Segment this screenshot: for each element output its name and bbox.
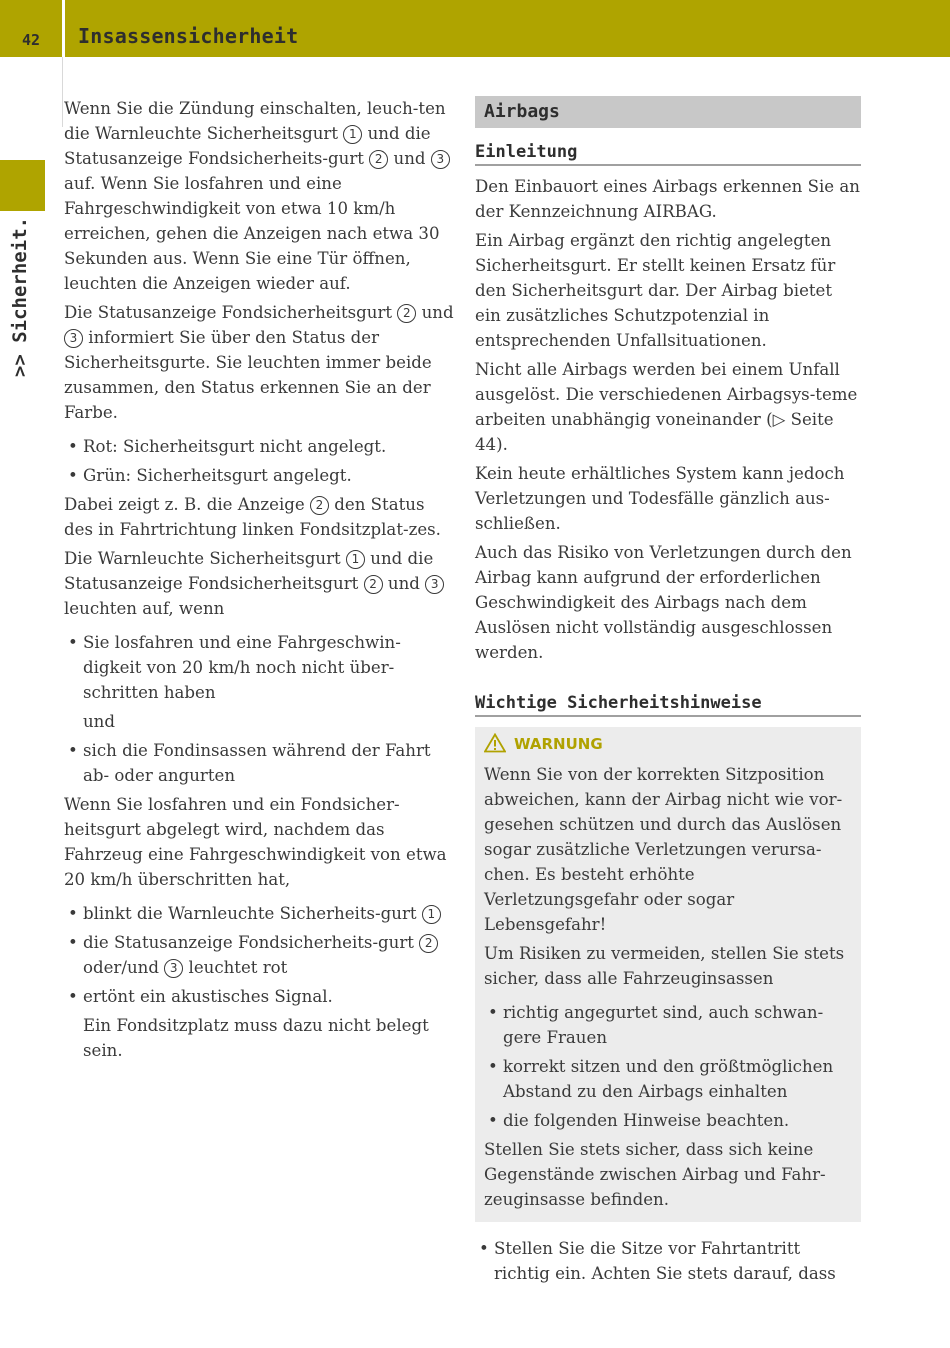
list-item (64, 738, 456, 788)
marker-1-icon: 1 (343, 125, 362, 144)
list-item (64, 463, 456, 488)
text: Wenn Sie die Zündung einschalten, leuch-ten die Warnleuchte Sicherheitsgurt (64, 99, 446, 143)
bullet-icon: • (488, 1111, 498, 1130)
section-title: Airbags (475, 96, 861, 128)
list-note: Ein Fondsitzplatz muss dazu nicht belegt sein. (83, 1016, 429, 1060)
list-item-text: oder/und (83, 958, 159, 977)
bullet-icon: • (68, 741, 78, 760)
list-item-text: korrekt sitzen und den größtmöglichen Abstand zu den Airbags einhalten (503, 1057, 834, 1101)
marker-3-icon: 3 (425, 575, 444, 594)
bullet-icon: • (68, 466, 78, 485)
list-item (64, 901, 456, 926)
paragraph: Den Einbauort eines Airbags erkennen Sie an der Kennzeichnung AIRBAG. (475, 177, 860, 221)
list-item-text: leuchtet rot (188, 958, 288, 977)
paragraph (64, 546, 456, 621)
text: auf. Wenn Sie losfahren und eine Fahrgeschwindigkeit von etwa 10 km/h erreichen, gehen die Anzeigen nach etwa 30 Sekunden aus. Wenn Sie eine Tür öffnen, leuchten die Anzeigen wieder auf. (64, 174, 440, 293)
list-item-text: sich die Fondinsassen während der Fahrt ab- oder angurten (83, 741, 431, 785)
warning-box (475, 727, 861, 1222)
subheading-sicherheitshinweise: Wichtige Sicherheitshinweise (475, 691, 861, 717)
warning-header (484, 732, 852, 756)
paragraph (64, 96, 456, 296)
text: und (387, 574, 420, 593)
marker-1-icon: 1 (422, 905, 441, 924)
list-item-text: die folgenden Hinweise beachten. (503, 1111, 790, 1130)
text: Die Warnleuchte Sicherheitsgurt (64, 549, 341, 568)
text: und (393, 149, 426, 168)
paragraph: Ein Airbag ergänzt den richtig angelegten Sicherheitsgurt. Er stellt keinen Ersatz für den Sicherheitsgurt dar. Der Airbag bietet ein zusätzliches Schutzpotenzial in entsprechenden Unfallsituationen. (475, 231, 836, 350)
subheading-einleitung: Einleitung (475, 140, 861, 166)
page-number: 42 (21, 31, 41, 49)
text: und die Statusanzeige Fondsicherheits-gurt (64, 124, 431, 168)
text: Die Statusanzeige Fondsicherheitsgurt (64, 303, 393, 322)
list-item-text: Rot: Sicherheitsgurt nicht angelegt. (83, 437, 387, 456)
list-continuation: und (83, 712, 115, 731)
bullet-icon: • (488, 1057, 498, 1076)
warning-triangle-icon (484, 733, 506, 753)
marker-2-icon: 2 (310, 496, 329, 515)
warning-paragraph: Um Risiken zu vermeiden, stellen Sie stets sicher, dass alle Fahrzeuginsassen (484, 944, 845, 988)
list-item (64, 984, 456, 1009)
warning-paragraph: Wenn Sie von der korrekten Sitzposition abweichen, kann der Airbag nicht wie vor-gesehen schützen und durch das Auslösen sogar zusätzliche Verletzungen verursa-chen. Es besteht erhöhte Verletzungsgefahr oder sogar Lebensgefahr! (484, 765, 843, 934)
right-column (475, 96, 861, 1290)
left-rule (62, 57, 63, 127)
list-item-text: Grün: Sicherheitsgurt angelegt. (83, 466, 352, 485)
list-item-text: richtig angegurtet sind, auch schwan-gere Frauen (503, 1003, 824, 1047)
chapter-title: Insassensicherheit (78, 24, 299, 48)
paragraph (64, 300, 456, 425)
list-item-text: blinkt die Warnleuchte Sicherheits-gurt (83, 904, 417, 923)
bullet-icon: • (68, 633, 78, 652)
warning-paragraph: Stellen Sie stets sicher, dass sich keine Gegenstände zwischen Airbag und Fahr-zeuginsasse befinden. (484, 1140, 826, 1209)
paragraph: Auch das Risiko von Verletzungen durch den Airbag kann aufgrund der erforderlichen Geschwindigkeit des Airbags nach dem Auslösen nicht vollständig ausgeschlossen werden. (475, 543, 852, 662)
paragraph: Nicht alle Airbags werden bei einem Unfall ausgelöst. Die verschiedenen Airbagsys-teme arbeiten unabhängig voneinander (▷ Seite 44). (475, 360, 858, 454)
list-item (484, 1000, 852, 1050)
bullet-icon: • (479, 1239, 489, 1258)
list-item (484, 1054, 852, 1104)
text: informiert Sie über den Status der Sicherheitsgurte. Sie leuchten immer beide zusammen, den Status erkennen Sie an der Farbe. (64, 328, 432, 422)
marker-3-icon: 3 (164, 959, 183, 978)
text: und (421, 303, 454, 322)
paragraph: Wenn Sie losfahren und ein Fondsicher-heitsgurt abgelegt wird, nachdem das Fahrzeug eine Fahrgeschwindigkeit von etwa 20 km/h überschritten hat, (64, 795, 447, 889)
paragraph (64, 492, 456, 542)
bullet-icon: • (68, 933, 78, 952)
bullet-icon: • (68, 987, 78, 1006)
marker-2-icon: 2 (419, 934, 438, 953)
paragraph: Kein heute erhältliches System kann jedoch Verletzungen und Todesfälle gänzlich aus-schließen. (475, 464, 845, 533)
marker-2-icon: 2 (397, 304, 416, 323)
marker-3-icon: 3 (431, 150, 450, 169)
text: leuchten auf, wenn (64, 599, 225, 618)
bullet-icon: • (488, 1003, 498, 1022)
list-item-text: Stellen Sie die Sitze vor Fahrtantritt richtig ein. Achten Sie stets darauf, dass (494, 1239, 836, 1283)
list-item-text: Sie losfahren und eine Fahrgeschwin-digkeit von 20 km/h noch nicht über-schritten haben (83, 633, 401, 702)
list-item-text: ertönt ein akustisches Signal. (83, 987, 333, 1006)
list-item (484, 1108, 852, 1133)
text: und die Statusanzeige Fondsicherheitsgurt (64, 549, 434, 593)
marker-1-icon: 1 (346, 550, 365, 569)
left-column (64, 96, 456, 1067)
side-label-text: >> Sicherheit. (9, 216, 31, 378)
header-divider (62, 0, 65, 57)
bullet-icon: • (68, 437, 78, 456)
text: Dabei zeigt z. B. die Anzeige (64, 495, 305, 514)
list-item (64, 930, 456, 980)
bullet-icon: • (68, 904, 78, 923)
list-item (475, 1236, 861, 1286)
list-item (64, 434, 456, 459)
text: den Status des in Fahrtrichtung linken Fondsitzplat-zes. (64, 495, 441, 539)
marker-3-icon: 3 (64, 329, 83, 348)
list-item-text: die Statusanzeige Fondsicherheits-gurt (83, 933, 414, 952)
marker-2-icon: 2 (369, 150, 388, 169)
list-item (64, 630, 456, 705)
marker-2-icon: 2 (364, 575, 383, 594)
warning-title: WARNUNG (514, 735, 603, 753)
